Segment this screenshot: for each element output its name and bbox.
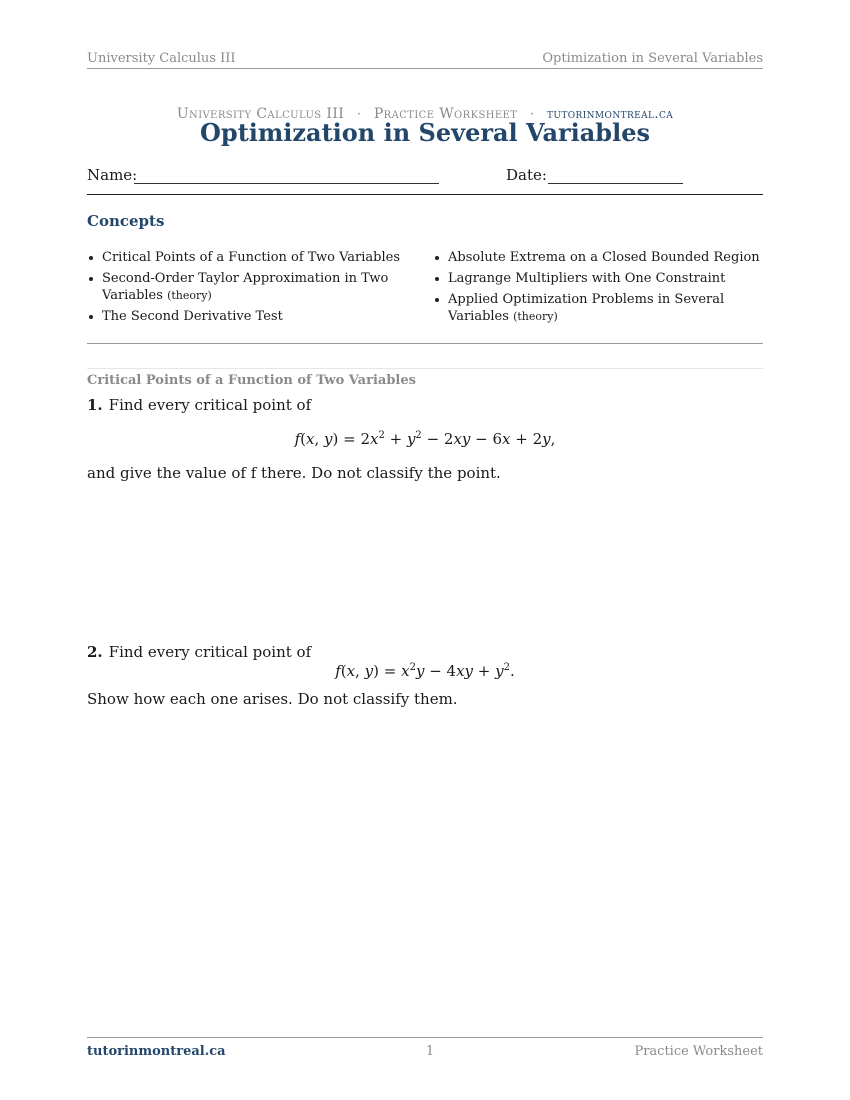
- problem-1: [87, 396, 763, 482]
- problem-1-equation: f(x, $y) = 2x^2 + y^2 - 2xy - 6x + 2y$,: [294, 430, 556, 448]
- kicker-separator-1: ·: [356, 107, 362, 122]
- problem-number: 2.: [87, 643, 103, 661]
- page-title: Optimization in Several Variables: [200, 118, 650, 147]
- running-header: [87, 51, 763, 69]
- page-number: 1: [425, 1044, 435, 1059]
- header-course: University Calculus III: [87, 51, 236, 66]
- date-field[interactable]: [548, 183, 683, 184]
- concept-item: Absolute Extrema on a Closed Bounded Region: [433, 249, 763, 266]
- kicker-site: tutorinmontreal.ca: [546, 107, 674, 122]
- section-title: Critical Points of a Function of Two Variables: [87, 373, 416, 388]
- problem-2-equation: f(x, $y) = x^2y - 4xy + y^2$.: [335, 662, 515, 680]
- name-label: Name:: [87, 166, 138, 184]
- concept-item: Critical Points of a Function of Two Variables: [87, 249, 433, 266]
- date-label: Date:: [506, 166, 547, 184]
- concepts-heading: Concepts: [87, 212, 165, 230]
- title-divider: [87, 194, 763, 195]
- running-footer: [87, 1037, 763, 1059]
- name-field[interactable]: [134, 183, 439, 184]
- header-topic: Optimization in Several Variables: [542, 51, 763, 66]
- problem-intro: Find every critical point of: [108, 643, 312, 661]
- concepts-column-right: [433, 249, 763, 329]
- theory-tag: (theory): [513, 310, 558, 323]
- kicker-course: University Calculus III: [176, 106, 345, 122]
- kicker-separator-2: ·: [529, 107, 535, 122]
- concepts-column-left: [87, 249, 433, 329]
- problem-number: 1.: [87, 396, 103, 414]
- footer-site: tutorinmontreal.ca: [87, 1044, 226, 1059]
- problem-outro: Show how each one arises. Do not classify them.: [87, 690, 458, 708]
- footer-label: Practice Worksheet: [634, 1044, 763, 1059]
- concept-item: Second-Order Taylor Approximation in Two Variables (theory): [87, 270, 433, 304]
- concepts-divider: [87, 343, 763, 344]
- theory-tag: (theory): [167, 289, 212, 302]
- concepts-list: [87, 249, 763, 329]
- problem-2: [87, 643, 763, 708]
- kicker-worksheet: Practice Worksheet: [373, 106, 518, 122]
- problem-intro: Find every critical point of: [108, 396, 312, 414]
- concept-item: Lagrange Multipliers with One Constraint: [433, 270, 763, 287]
- name-date-row: [87, 166, 763, 188]
- problem-outro: and give the value of f there. Do not classify the point.: [87, 464, 501, 482]
- concept-item: Applied Optimization Problems in Several Variables (theory): [433, 291, 763, 325]
- section-divider: [87, 368, 763, 369]
- concept-item: The Second Derivative Test: [87, 308, 433, 325]
